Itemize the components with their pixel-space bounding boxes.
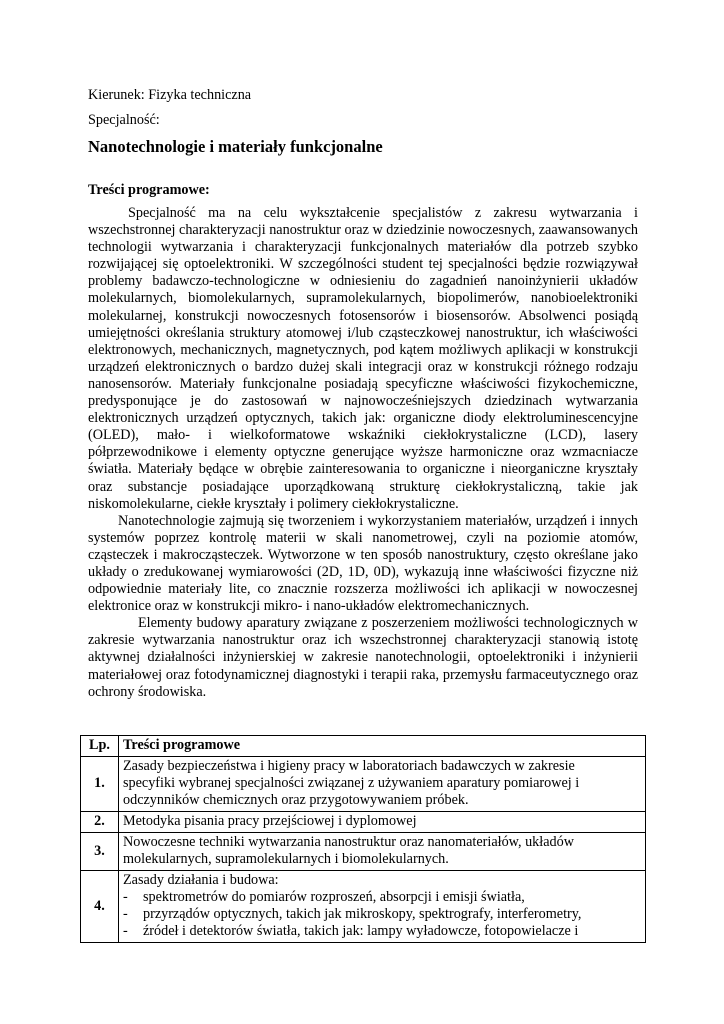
row-number: 2. (81, 812, 119, 833)
bullet-item (123, 923, 641, 940)
specialization-label: Specjalność: (88, 112, 160, 128)
bullet-text: źródeł i detektorów światła, takich jak: lampy wyładowcze, fotopowielacze i (143, 923, 579, 939)
column-header-content: Treści programowe (119, 736, 646, 757)
table-row (81, 812, 646, 833)
column-header-lp: Lp. (81, 736, 119, 757)
row-text-line: Nowoczesne techniki wytwarzania nanostruktur oraz nanomateriałów, układów (123, 834, 574, 850)
row-intro: Zasady działania i budowa: (123, 872, 279, 888)
bullet-dash: - (123, 923, 128, 939)
paragraph: Specjalność ma na celu wykształcenie specjalistów z zakresu wytwarzania i wszechstronnej charakteryzacji nanostruktur oraz w dziedzinie nowoczesnych, zaawansowanych technologii wytwarzania i charakteryzacji funkcjonalnych materiałów dla potrzeb szybko rozwijającej się optoelektroniki. W szczególności student tej specjalności będzie rozwiązywał problemy badawczo-technologiczne w odniesieniu do zagadnień nanoinżynierii układów molekularnych, biomolekularnych, supramolekularnych, biopolimerów, nanobioelektroniki molekularnej, konstrukcji nowoczesnych fotosensorów i biosensorów. Absolwenci posiądą umiejętności określania struktury atomowej i/lub cząsteczkowej nanostruktur, ich właściwości elektronowych, mechanicznych, magnetycznych, pod kątem możliwych aplikacji w konstrukcji urządzeń elektronicznych o bardzo dużej skali integracji oraz w konstrukcji różnego rodzaju nanosensorów. Materiały funkcjonalne posiadają specyficzne właściwości fizykochemiczne, predysponujące je do zastosowań w najnowocześniejszych dziedzinach wytwarzania elektronicznych urządzeń optycznych, takich jak: organiczne diody elektroluminescencyjne (OLED), mało- i wielkoformatowe wskaźniki ciekłokrystaliczne (LCD), lasery półprzewodnikowe i elementy optyczne generujące wyższe harmoniczne oraz wzmacniacze światła. Materiały będące w obrębie zainteresowania to organiczne i nieorganiczne kryształy oraz substancje posiadające uporządkowaną strukturę ciekłokrystaliczną, takie jak niskomolekularne, ciekłe kryształy i polimery ciekłokrystaliczne. (88, 205, 638, 512)
bullet-dash: - (123, 906, 128, 922)
table-row (81, 757, 646, 812)
field-of-study: Kierunek: Fizyka techniczna (88, 87, 252, 103)
row-text-line: specyfiki wybranej specjalności związanej z używaniem aparatury pomiarowej i (123, 775, 580, 791)
table-row (81, 871, 646, 943)
bullet-text: spektrometrów do pomiarów rozproszeń, absorpcji i emisji światła, (143, 889, 525, 905)
description-body (88, 205, 638, 701)
page-title: Nanotechnologie i materiały funkcjonalne (88, 137, 383, 156)
bullet-text: przyrządów optycznych, takich jak mikroskopy, spektrografy, interferometry, (143, 906, 582, 922)
bullet-item (123, 889, 641, 906)
table-header-row (81, 736, 646, 757)
row-content (119, 833, 646, 871)
row-number: 4. (81, 871, 119, 943)
row-text-line: Zasady bezpieczeństwa i higieny pracy w laboratoriach badawczych w zakresie (123, 758, 575, 774)
row-number: 1. (81, 757, 119, 812)
row-number: 3. (81, 833, 119, 871)
program-table (80, 735, 646, 943)
bullet-dash: - (123, 889, 128, 905)
table-row (81, 833, 646, 871)
row-content (119, 871, 646, 943)
row-text-line: molekularnych, supramolekularnych i biomolekularnych. (123, 851, 449, 867)
paragraph: Elementy budowy aparatury związane z poszerzeniem możliwości technologicznych w zakresie wytwarzania nanostruktur oraz ich wszechstronnej charakteryzacji stanowią istotę aktywnej działalności inżynierskiej w zakresie nanotechnologii, optoelektroniki i inżynierii materiałowej oraz fotodynamicznej diagnostyki i terapii raka, przemysłu farmaceutycznego oraz ochrony środowiska. (88, 615, 638, 700)
row-text-line: Metodyka pisania pracy przejściowej i dyplomowej (123, 813, 417, 829)
section-heading: Treści programowe: (88, 182, 210, 198)
paragraph: Nanotechnologie zajmują się tworzeniem i wykorzystaniem materiałów, urządzeń i innych systemów poprzez kontrolę materii w skali nanometrowej, czyli na poziomie atomów, cząsteczek i makrocząsteczek. Wytworzone w ten sposób nanostruktury, często określane jako układy o zredukowanej wymiarowości (2D, 1D, 0D), wykazują inne właściwości fizyczne niż odpowiednie materiały lite, co znacznie rozszerza możliwości ich aplikacji w nowoczesnej elektronice oraz w konstrukcji mikro- i nano-układów elektromechanicznych. (88, 512, 638, 615)
row-content (119, 812, 646, 833)
row-text-line: odczynników chemicznych oraz przygotowywaniem próbek. (123, 792, 469, 808)
bullet-item (123, 906, 641, 923)
row-content (119, 757, 646, 812)
